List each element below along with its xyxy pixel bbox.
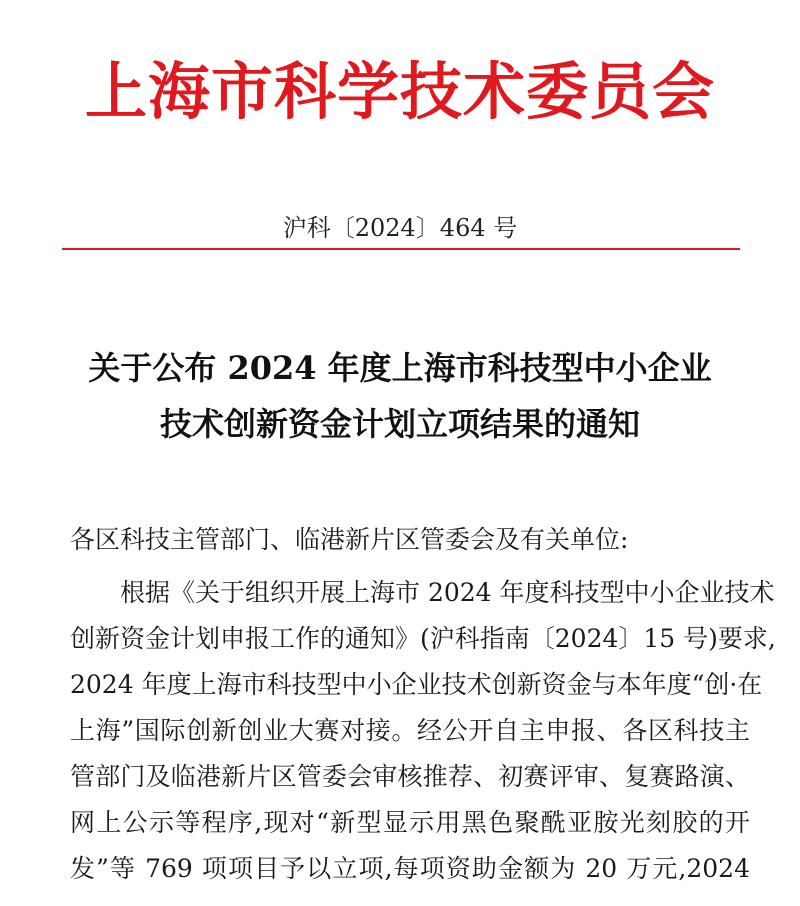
red-divider-line — [62, 248, 740, 250]
body-line-7: 发”等 769 项项目予以立项,每项资助金额为 20 万元,2024 — [70, 854, 750, 883]
document-number: 沪科〔2024〕464 号 — [282, 214, 518, 242]
notice-title — [0, 340, 800, 452]
addressee-line: 各区科技主管部门、临港新片区管委会及有关单位: — [70, 525, 629, 554]
notice-title-line-1: 关于公布 2024 年度上海市科技型中小企业 — [88, 349, 712, 387]
organization-title: 上海市科学技术委员会 — [84, 55, 715, 128]
body-line-1: 根据《关于组织开展上海市 2024 年度科技型中小企业技术 — [120, 578, 775, 607]
body-line-5: 管部门及临港新片区管委会审核推荐、初赛评审、复赛路演、 — [70, 762, 750, 791]
body-line-4: 上海”国际创新创业大赛对接。经公开自主申报、各区科技主 — [70, 716, 750, 745]
body-line-6: 网上公示等程序,现对“新型显示用黑色聚酰亚胺光刻胶的开 — [70, 808, 750, 837]
body-line-3: 2024 年度上海市科技型中小企业技术创新资金与本年度“创·在 — [70, 670, 763, 699]
body-paragraph — [70, 570, 776, 892]
body-line-2: 创新资金计划申报工作的通知》(沪科指南〔2024〕15 号)要求, — [70, 624, 776, 653]
notice-title-line-2: 技术创新资金计划立项结果的通知 — [159, 405, 640, 443]
